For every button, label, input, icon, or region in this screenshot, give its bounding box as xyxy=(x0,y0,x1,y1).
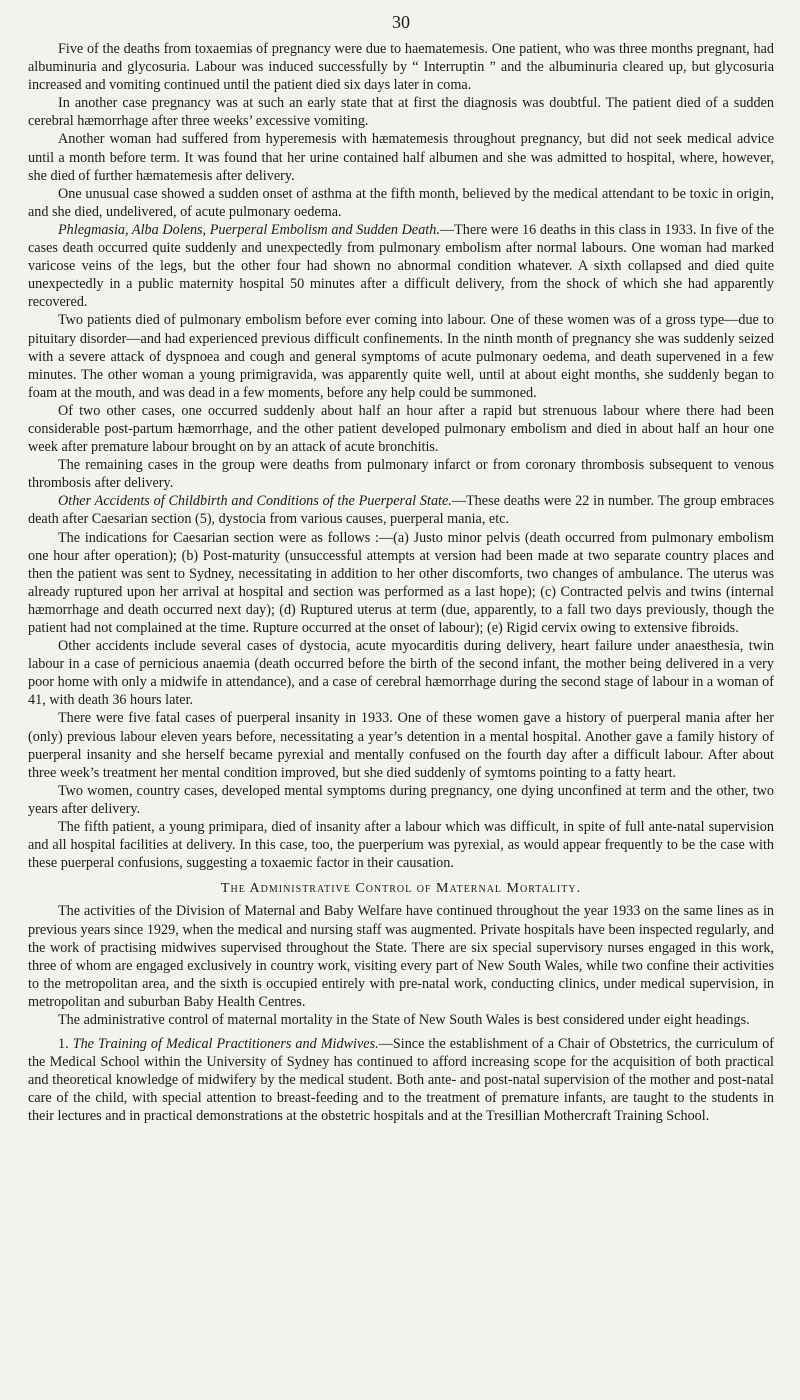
paragraph-caesarian: The indications for Caesarian section were as follows :—(a) Justo minor pelvis (death occurred from pulmonary embolism one hour after operation); (b) Post-maturity (unsuccessful attempts at version had been made at two separate country places and then the patient was sent to Sydney, necessitating in addition to her other discomforts, two changes of ambulance. The uterus was already ruptured upon her arrival at hospital and section was performed as a last hope); (c) Contracted pelvis and twins (internal hæmorrhage and death occurred next day); (d) Ruptured uterus at term (due, apparently, to a fall two days previously, though the patient had not complained at the time. Rupture occurred at the onset of labour); (e) Rigid cervix owing to extensive fibroids. xyxy=(28,529,774,636)
page-number: 30 xyxy=(392,12,410,32)
paragraph: There were five fatal cases of puerperal insanity in 1933. One of these women gave a history of puerperal mania after her (only) previous labour eleven years before, necessitating a year’s detention in a mental hospital. Another gave a family history of puerperal insanity and she herself became pyrexial and mentally confused on the fourth day after a difficult labour. After about three week’s treatment her mental condition improved, but she died suddenly of symtoms pointing to a fatty heart. xyxy=(28,710,774,781)
subheading-other-accidents: Other Accidents of Childbirth and Conditions of the Puerperal State. xyxy=(58,493,452,510)
paragraph-phlegmasia: Phlegmasia, Alba Dolens, Puerperal Embolism and Sudden Death.—There were 16 deaths in this class in 1933. In five of the cases death occurred quite suddenly and unexpectedly from pulmonary embolism after normal labours. One woman had marked varicose veins of the legs, but the other four had shown no abnormal condition whatever. A sixth collapsed and died quite unexpectedly in a public maternity hospital 50 minutes after a difficult delivery, from the shock of which she had apparently recovered. xyxy=(28,221,775,311)
paragraph: In another case pregnancy was at such an early state that at first the diagnosis was doubtful. The patient died of a sudden cerebral hæmorrhage after three weeks’ excessive vomiting. xyxy=(28,95,774,130)
paragraph: The administrative control of maternal mortality in the State of New South Wales is best considered under eight headings. xyxy=(58,1011,750,1028)
paragraph: The fifth patient, a young primipara, died of insanity after a labour which was difficult, in spite of full ante-natal supervision and all hospital facilities at delivery. In this case, too, the puerperium was pyrexial, as would appear frequently to be the case with these puerperal confusions, suggesting a toxaemic factor in their causation. xyxy=(28,819,774,872)
paragraph: The activities of the Division of Maternal and Baby Welfare have continued throughout the year 1933 on the same lines as in previous years since 1929, when the medical and nursing staff was augmented. Private hospitals have been inspected regularly, and the work of practising midwives supervised throughout the State. There are six special supervisory nurses engaged in this work, three of whom are engaged exclusively in country work, visiting every part of New South Wales, while two confine their activities to the metropolitan area, and the sixth is occupied entirely with pre-natal work, conducting clinics, under medical supervision, in metropolitan and suburban Baby Health Centres. xyxy=(28,903,774,1010)
subheading-phlegmasia: Phlegmasia, Alba Dolens, Puerperal Embolism and Sudden Death. xyxy=(58,221,440,238)
paragraph: Another woman had suffered from hyperemesis with hæmatemesis throughout pregnancy, but did not seek medical advice until a month before term. It was found that her urine contained half albumen and she was admitted to hospital, where, however, she died of further hæmatemesis after delivery. xyxy=(28,131,774,184)
paragraph: Two patients died of pulmonary embolism before ever coming into labour. One of these women was of a gross type—due to pituitary disorder—and had experienced previous difficult confinements. In the ninth month of pregnancy she was suddenly seized with a severe attack of dyspnoea and cough and general symptoms of acute pulmonary oedema, and death supervened in a few minutes. The other woman a young primigravida, was apparently quite well, until at about eight months, she suddenly began to foam at the mouth, and was dead in a few moments, before any help could be summoned. xyxy=(28,312,774,401)
paragraph: One unusual case showed a sudden onset of asthma at the fifth month, believed by the medical attendant to be toxic in origin, and she died, undelivered, of acute pulmonary oedema. xyxy=(28,185,774,220)
paragraph: Five of the deaths from toxaemias of pregnancy were due to haematemesis. One patient, who was three months pregnant, had albuminuria and glycosuria. Labour was induced successfully by “ Interruptin ” and the albuminuria cleared up, but glycosuria increased and vomiting continued until the patient died six days later in coma. xyxy=(28,41,774,94)
section-heading: The Administrative Control of Maternal Mortality. xyxy=(220,881,582,897)
subheading-training: The Training of Medical Practitioners and Midwives. xyxy=(72,1036,379,1053)
paragraph: The remaining cases in the group were deaths from pulmonary infarct or from coronary thrombosis subsequent to venous thrombosis after delivery. xyxy=(28,457,774,492)
paragraph-item-1: 1. The Training of Medical Practitioners and Midwives.—Since the establishment of a Chair of Obstetrics, the curriculum of the Medical School within the University of Sydney has continued to afford increasing scope for the acquisition of both practical and theoretical knowledge of midwifery by the medical student. Both ante- and post-natal supervision of the mother and post-natal care of the child, with special attention to breast-feeding and to the treatment of premature infants, are taught to the students in their lectures and in practical demonstrations at the obstetric hospitals and at the Tresillian Mothercraft Training School. xyxy=(28,1036,775,1125)
document-body xyxy=(28,40,774,1126)
paragraph-other-accidents: Other Accidents of Childbirth and Conditions of the Puerperal State.—These deaths were 22 in number. The group embraces death after Caesarian section (5), dystocia from various causes, puerperal mania, etc. xyxy=(28,493,774,528)
paragraph: Of two other cases, one occurred suddenly about half an hour after a rapid but strenuous labour where there had been considerable post-partum hæmorrhage, and the other patient developed pulmonary embolism and died in about half an hour one week after premature labour brought on by an attack of acute bronchitis. xyxy=(28,402,774,456)
paragraph: Other accidents include several cases of dystocia, acute myocarditis during delivery, heart failure under anaesthesia, twin labour in a case of pernicious anaemia (death occurred before the birth of the second infant, the mother being delivered in a very poor home with only a midwife in attendance), and a case of cerebral hæmorrhage during the second stage of labour in a woman of 41, with death 36 hours later. xyxy=(28,638,774,709)
paragraph: Two women, country cases, developed mental symptoms during pregnancy, one dying unconfined at term and the other, two years after delivery. xyxy=(28,782,774,817)
